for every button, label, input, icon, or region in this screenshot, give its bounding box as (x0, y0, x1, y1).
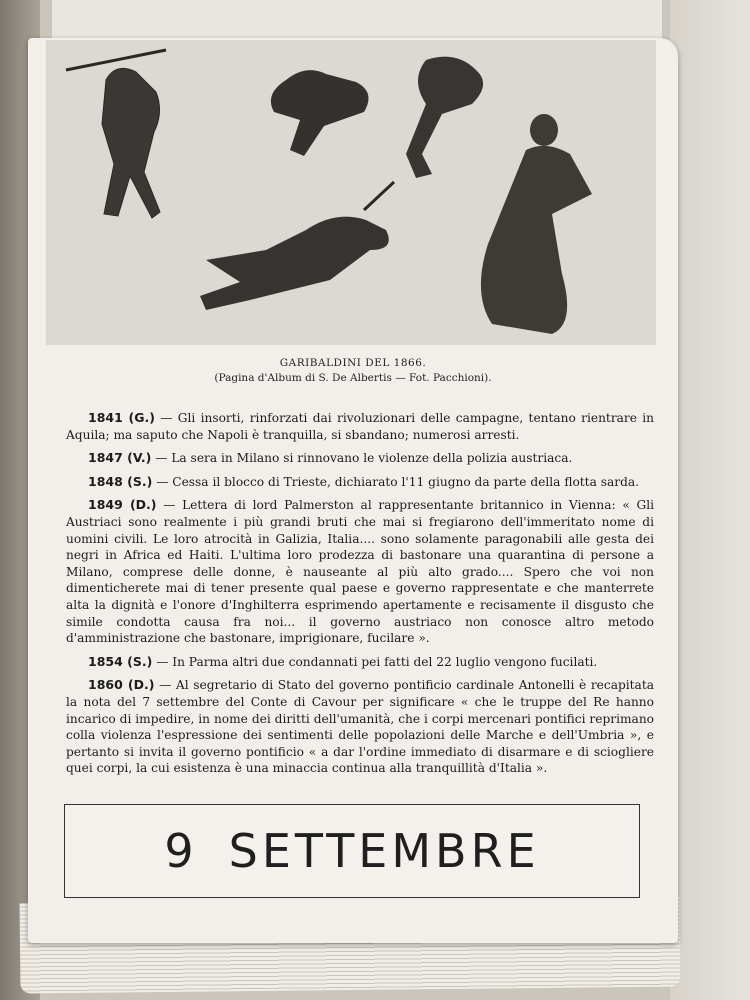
entry-1849 (66, 497, 654, 646)
entry-1854 (66, 654, 654, 671)
entry-1860 (66, 677, 654, 777)
figure-caption (28, 356, 678, 386)
date-day: 9 (164, 824, 195, 878)
entry-1848 (66, 474, 654, 491)
entry-1841 (66, 410, 654, 443)
garibaldini-sketch-image (46, 40, 656, 345)
entry-text: — Lettera di lord Palmerston al rappresentante britannico in Vienna: « Gli Austriaci sono realmente i più grandi bruti che mai si fregiarono dell'immeritato nome di uomini civili. Le loro atrocità in Galizia, Italia.... sono solamente paragonabili alle gesta dei negri in Africa ed Haiti. L'ultima loro prodezza di bastonare una quarantina di persone a Milano, comprese delle donne, è nauseante al più alto grado.... Spero che voi non dimenticherete mai di tener presente qual paese e governo rappresentate e che manterrete alta la dignità e l'onore d'Inghilterra esprimendo apertamente e recisamente il disgusto che simile condotta causa fra noi... il governo austriaco non conosce altro metodo d'amministrazione che bastonare, imprigionare, fucilare ». (66, 498, 654, 646)
entry-year: 1848 (S.) (88, 473, 153, 489)
desk-surface-right (670, 0, 750, 1000)
entry-year: 1841 (G.) (88, 410, 155, 425)
entry-year: 1847 (V.) (88, 450, 152, 466)
entry-1847 (66, 450, 654, 467)
entry-year: 1854 (S.) (88, 653, 153, 669)
calendar-page (28, 38, 678, 943)
entry-year: 1860 (D.) (88, 677, 155, 693)
calendar-date-box (64, 804, 640, 898)
date-month: SETTEMBRE (228, 824, 540, 878)
caption-credit: (Pagina d'Album di S. De Albertis — Fot. Pacchioni). (214, 372, 492, 384)
entry-text: — In Parma altri due condannati pei fatti del 22 luglio vengono fucilati. (152, 654, 598, 669)
entry-text: — Cessa il blocco di Trieste, dichiarato l'11 giugno da parte della flotta sarda. (152, 474, 640, 489)
entry-text: — Al segretario di Stato del governo pontificio cardinale Antonelli è recapitata la nota del 7 settembre del Conte di Cavour per significare « che le truppe del Re hanno incarico di impedire, in nome dei diritti dell'umanità, che i corpi mercenari pontifici reprimano colla violenza l'espressione dei sentimenti delle popolazioni delle Marche e dell'Umbria », e pertanto si invita il governo pontificio « a dar l'ordine immediato di disarmare e di sciogliere quei corpi, la cui esistenza è una minaccia continua alla tranquillità d'Italia ». (66, 678, 654, 776)
entry-text: — Gli insorti, rinforzati dai rivoluzionari delle campagne, tentano rientrare in Aquila; ma saputo che Napoli è tranquilla, si sbandano; numerosi arresti. (66, 411, 654, 442)
entry-text: — La sera in Milano si rinnovano le violenze della polizia austriaca. (151, 451, 573, 466)
historical-entries (66, 410, 654, 784)
caption-title: GARIBALDINI DEL 1866. (279, 357, 427, 369)
entry-year: 1849 (D.) (88, 497, 157, 513)
